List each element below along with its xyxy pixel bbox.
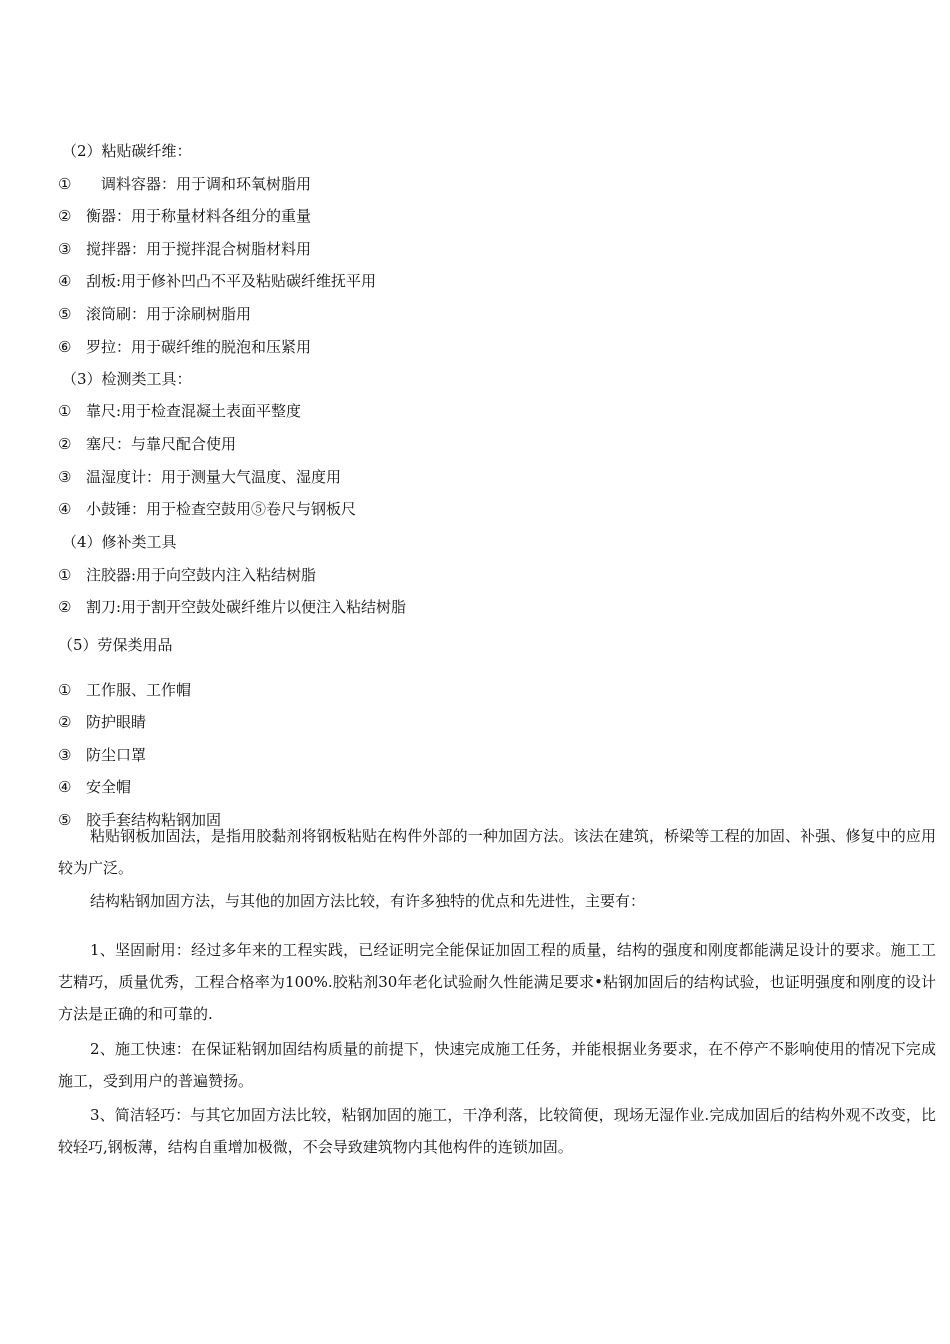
paragraph-durable: 1、坚固耐用：经过多年来的工程实践，已经证明完全能保证加固工程的质量，结构的强度和刚度都能满足设计的要求。施工工艺精巧，质量优秀，工程合格率为100%.胶粘剂30年老化试验耐久性能满足要求•粘钢加固后的结构试验，也证明强度和刚度的设计方法是正确的和可靠的. [58,941,936,1023]
list-item-number: ⑤ [58,811,72,829]
list-item-text: 温湿度计：用于测量大气温度、湿度用 [86,468,342,486]
list-item-number: ⑤ [58,305,72,323]
list-item-text: 搅拌器：用于搅拌混合树脂材料用 [86,240,312,258]
list-item [58,337,311,357]
list-item-text: 罗拉：用于碳纤维的脱泡和压紧用 [86,338,312,356]
list-item-text: 调料容器：用于调和环氧树脂用 [86,175,312,193]
paragraph-fast: 2、施工快速：在保证粘钢加固结构质量的前提下，快速完成施工任务，并能根据业务要求，在不停产不影响使用的情况下完成施工，受到用户的普遍赞扬。 [58,1040,936,1090]
list-item-number: ④ [58,500,72,518]
list-item-number: ① [58,175,72,193]
list-item-number: ① [58,402,72,420]
list-item [58,304,251,324]
list-item [58,745,146,765]
paragraph-advantages-intro: 结构粘钢加固方法，与其他的加固方法比较，有许多独特的优点和先进性，主要有： [90,892,646,910]
list-item [58,565,316,585]
list-item [58,777,131,797]
section-4-heading: （4）修补类工具 [62,533,177,551]
list-item-number: ① [58,681,72,699]
list-item-text: 防护眼睛 [86,713,147,731]
list-item-number: ① [58,566,72,584]
section-2-heading: （2）粘贴碳纤维： [62,142,192,160]
list-item [58,271,376,291]
list-item [58,434,236,454]
list-item-number: ③ [58,240,72,258]
list-item-text: 塞尺：与靠尺配合使用 [86,435,237,453]
list-item [58,467,341,487]
list-item-number: ② [58,207,72,225]
paragraph-intro: 粘贴钢板加固法，是指用胶黏剂将钢板粘贴在构件外部的一种加固方法。该法在建筑，桥梁等工程的加固、补强、修复中的应用较为广泛。 [58,827,936,877]
list-item-text: 防尘口罩 [86,746,147,764]
list-item-number: ⑥ [58,338,72,356]
paragraph-light: 3、简洁轻巧：与其它加固方法比较，粘钢加固的施工，干净利落，比较简便，现场无湿作业.完成加固后的结构外观不改变，比较轻巧,钢板薄，结构自重增加极微，不会导致建筑物内其他构件的连锁加固。 [58,1106,936,1156]
list-item-number: ② [58,435,72,453]
list-item [58,499,356,519]
list-item-number: ④ [58,778,72,796]
list-item [58,597,406,617]
list-item-number: ④ [58,272,72,290]
list-item-text: 注胶器:用于向空鼓内注入粘结树脂 [86,566,317,584]
list-item-number: ② [58,713,72,731]
list-item-text: 靠尺:用于检查混凝土表面平整度 [86,402,302,420]
list-item-number: ③ [58,468,72,486]
list-item-text: 刮板:用于修补凹凸不平及粘贴碳纤维抚平用 [86,272,377,290]
list-item-text: 工作服、工作帽 [86,681,192,699]
list-item [58,239,311,259]
list-item [58,206,311,226]
list-item-number: ② [58,598,72,616]
list-item-text: 衡器：用于称量材料各组分的重量 [86,207,312,225]
list-item-text: 滚筒刷：用于涂刷树脂用 [86,305,252,323]
list-item-text: 割刀:用于割开空鼓处碳纤维片以便注入粘结树脂 [86,598,407,616]
section-3-heading: （3）检测类工具： [62,370,192,388]
list-item [58,174,311,194]
list-item [58,712,146,732]
section-5-heading: （5）劳保类用品 [58,636,173,654]
list-item-text: 安全帽 [86,778,132,796]
list-item [58,680,191,700]
list-item [58,401,301,421]
list-item-number: ③ [58,746,72,764]
list-item-text: 胶手套结构粘钢加固 [86,811,222,829]
list-item-text: 小鼓锤：用于检查空鼓用⑤卷尺与钢板尺 [86,500,357,518]
